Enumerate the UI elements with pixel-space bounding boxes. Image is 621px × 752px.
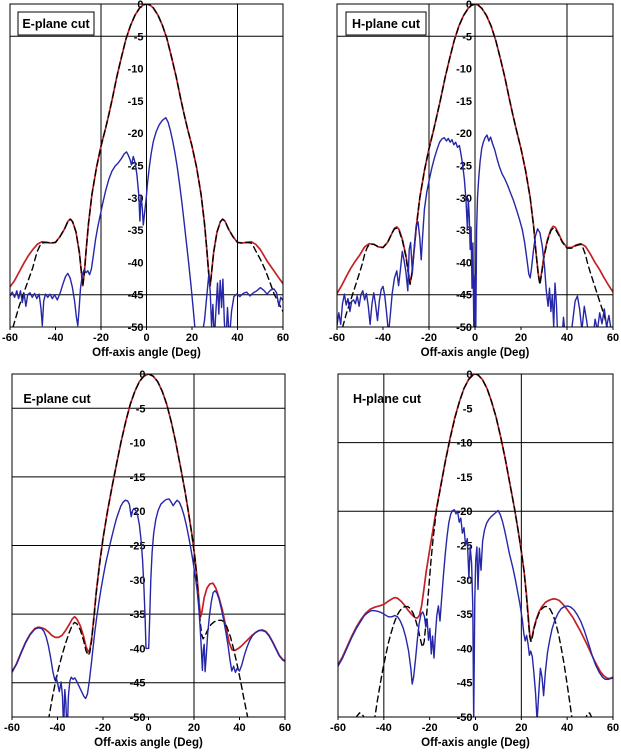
y-tick-label: -5 bbox=[133, 31, 144, 44]
x-tick-label: -40 bbox=[49, 722, 66, 734]
x-tick-label: -60 bbox=[4, 722, 20, 734]
y-tick-label: -50 bbox=[127, 322, 144, 334]
y-tick-label: -35 bbox=[456, 609, 473, 622]
y-tick-label: -20 bbox=[456, 128, 472, 141]
x-axis-title: Off-axis angle (Deg) bbox=[92, 347, 201, 359]
y-tick-label: -20 bbox=[127, 128, 144, 141]
x-tick-label: 60 bbox=[606, 332, 620, 344]
y-tick-label: -50 bbox=[456, 712, 473, 724]
x-tick-label: 0 bbox=[472, 722, 479, 734]
y-tick-label: -25 bbox=[456, 540, 473, 553]
y-tick-label: -35 bbox=[456, 225, 472, 238]
x-axis-title: Off-axis angle (Deg) bbox=[94, 737, 203, 749]
x-tick-label: 60 bbox=[606, 722, 620, 734]
y-tick-label: -40 bbox=[456, 257, 472, 270]
x-tick-label: -20 bbox=[95, 722, 111, 734]
x-tick-label: 20 bbox=[515, 722, 528, 734]
y-tick-label: -45 bbox=[456, 677, 473, 690]
y-tick-label: -35 bbox=[127, 225, 144, 238]
y-tick-label: -45 bbox=[456, 289, 472, 302]
x-tick-label: 60 bbox=[276, 332, 290, 344]
y-tick-label: -30 bbox=[127, 192, 144, 205]
x-axis-title: Off-axis angle (Deg) bbox=[420, 347, 530, 359]
y-tick-label: 0 bbox=[466, 369, 473, 381]
chart-e-plane-top bbox=[0, 0, 311, 368]
x-tick-label: -40 bbox=[47, 332, 64, 344]
y-tick-label: -35 bbox=[129, 609, 146, 622]
x-tick-label: -60 bbox=[330, 722, 346, 734]
chart-title: H-plane cut bbox=[351, 17, 421, 31]
x-tick-label: 40 bbox=[233, 722, 246, 734]
x-tick-label: 0 bbox=[145, 722, 152, 734]
y-tick-label: -15 bbox=[456, 95, 472, 108]
y-tick-label: 0 bbox=[137, 0, 144, 11]
x-tick-label: 0 bbox=[143, 332, 150, 344]
x-tick-label: 20 bbox=[185, 332, 199, 344]
y-tick-label: 0 bbox=[139, 369, 146, 381]
x-tick-label: 40 bbox=[560, 332, 574, 344]
x-tick-label: 40 bbox=[231, 332, 244, 344]
x-axis-title: Off-axis angle (Deg) bbox=[421, 737, 530, 749]
y-tick-label: -10 bbox=[127, 63, 144, 76]
x-tick-label: -60 bbox=[2, 332, 18, 344]
y-tick-label: -25 bbox=[456, 160, 472, 173]
y-tick-label: -10 bbox=[129, 437, 146, 450]
x-tick-label: -20 bbox=[93, 332, 109, 344]
y-tick-label: -30 bbox=[456, 192, 472, 205]
x-tick-label: 20 bbox=[514, 332, 528, 344]
chart-e-plane-bottom bbox=[0, 368, 311, 752]
y-tick-label: -10 bbox=[456, 63, 472, 76]
y-tick-label: -15 bbox=[127, 95, 144, 108]
y-tick-label: -40 bbox=[456, 643, 473, 656]
y-tick-label: -30 bbox=[129, 574, 146, 587]
y-tick-label: -15 bbox=[129, 471, 146, 484]
series-black-dashed bbox=[354, 374, 596, 738]
y-tick-label: -10 bbox=[456, 437, 473, 450]
x-tick-label: -20 bbox=[421, 722, 438, 734]
y-tick-label: -20 bbox=[456, 506, 473, 519]
x-tick-label: 0 bbox=[471, 332, 479, 344]
y-tick-label: -25 bbox=[129, 540, 146, 553]
series-blue-solid bbox=[12, 499, 285, 738]
y-tick-label: -25 bbox=[127, 160, 144, 173]
y-tick-label: -5 bbox=[462, 31, 472, 44]
y-tick-label: -45 bbox=[129, 677, 146, 690]
series-red-solid bbox=[338, 374, 613, 679]
chart-title: E-plane cut bbox=[22, 17, 90, 31]
chart-title: E-plane cut bbox=[23, 392, 91, 406]
x-tick-label: -60 bbox=[329, 332, 345, 344]
x-tick-label: 40 bbox=[561, 722, 574, 734]
y-tick-label: -45 bbox=[127, 289, 144, 302]
plot-border bbox=[338, 374, 613, 717]
chart-title: H-plane cut bbox=[352, 392, 422, 406]
y-tick-label: 0 bbox=[465, 0, 472, 11]
y-tick-label: -30 bbox=[456, 574, 473, 587]
y-tick-label: -50 bbox=[129, 712, 146, 724]
x-tick-label: -40 bbox=[375, 722, 392, 734]
y-tick-label: -5 bbox=[462, 403, 473, 416]
y-tick-label: -15 bbox=[456, 471, 473, 484]
x-tick-label: 20 bbox=[187, 722, 201, 734]
y-tick-label: -50 bbox=[456, 322, 472, 334]
y-tick-label: -40 bbox=[129, 643, 146, 656]
x-tick-label: 60 bbox=[278, 722, 292, 734]
x-tick-label: -20 bbox=[421, 332, 437, 344]
chart-h-plane-bottom bbox=[311, 368, 621, 752]
y-tick-label: -20 bbox=[129, 506, 146, 519]
y-tick-label: -5 bbox=[135, 403, 146, 416]
series-black-dashed bbox=[48, 374, 251, 734]
series-red-solid bbox=[12, 374, 285, 672]
chart-h-plane-top bbox=[311, 0, 621, 368]
y-tick-label: -40 bbox=[127, 257, 144, 270]
x-tick-label: -40 bbox=[375, 332, 391, 344]
